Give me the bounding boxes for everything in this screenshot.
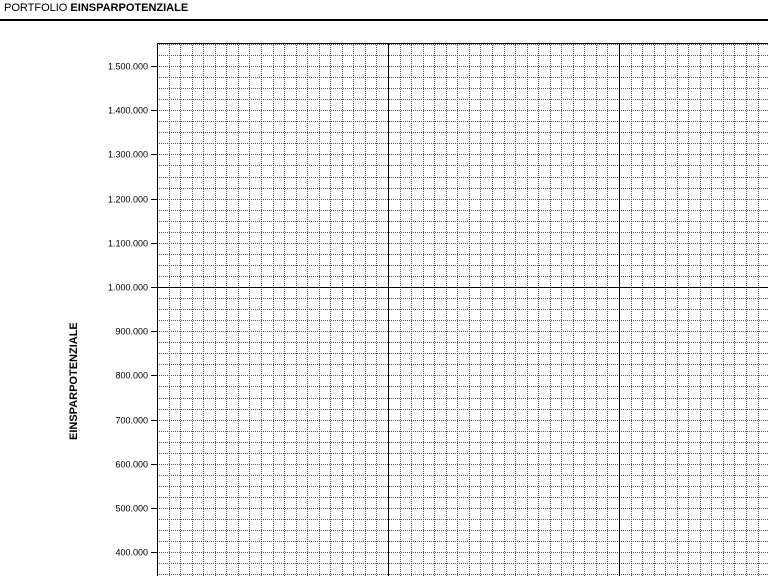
y-tick-label: 700.000 [115, 415, 148, 426]
page-title-prefix: PORTFOLIO [4, 2, 71, 14]
y-tick-label: 1.000.000 [107, 282, 148, 293]
y-tick-label: 800.000 [115, 370, 148, 381]
page-title-bold: EINSPARPOTENZIALE [70, 2, 189, 14]
y-tick-label: 600.000 [115, 459, 148, 470]
y-tick-label: 400.000 [115, 547, 148, 558]
y-tick-label: 1.300.000 [107, 149, 148, 160]
y-axis-label: EINSPARPOTENZIALE [68, 322, 80, 440]
y-tick-label: 1.400.000 [107, 105, 148, 116]
y-tick-label: 1.100.000 [107, 238, 148, 249]
y-tick-label: 900.000 [115, 326, 148, 337]
y-tick-label: 1.200.000 [107, 194, 148, 205]
y-tick-label: 500.000 [115, 503, 148, 514]
y-tick-label: 1.500.000 [107, 61, 148, 72]
